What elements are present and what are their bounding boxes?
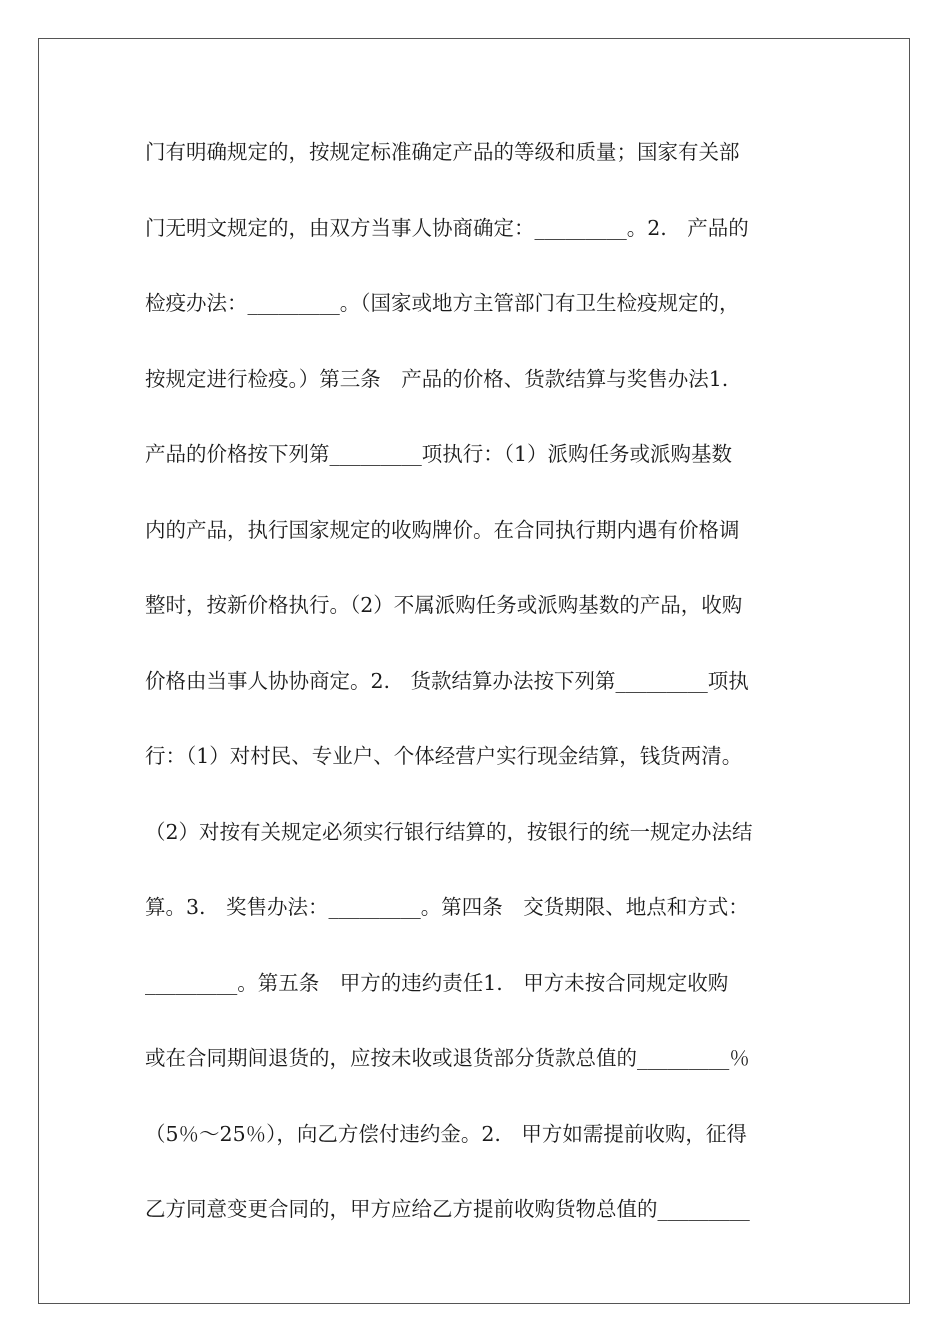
text-line: 算。3. 奖售办法：_________。第四条 交货期限、地点和方式： bbox=[145, 895, 749, 919]
text-line: 门有明确规定的，按规定标准确定产品的等级和质量；国家有关部 bbox=[145, 140, 740, 164]
text-line: 整时，按新价格执行。（2）不属派购任务或派购基数的产品，收购 bbox=[145, 593, 743, 617]
contract-body-text bbox=[145, 130, 805, 1263]
text-line: 产品的价格按下列第_________项执行：（1）派购任务或派购基数 bbox=[145, 442, 733, 466]
text-line: 乙方同意变更合同的，甲方应给乙方提前收购货物总值的_________ bbox=[145, 1197, 750, 1221]
text-line: 按规定进行检疫。）第三条 产品的价格、货款结算与奖售办法1. bbox=[145, 366, 729, 391]
text-line: （5％～25％），向乙方偿付违约金。2. 甲方如需提前收购，征得 bbox=[145, 1121, 747, 1146]
text-line: _________。第五条 甲方的违约责任1. 甲方未按合同规定收购 bbox=[145, 970, 729, 995]
text-line: 或在合同期间退货的，应按未收或退货部分货款总值的_________％ bbox=[145, 1046, 750, 1070]
text-line: 内的产品，执行国家规定的收购牌价。在合同执行期内遇有价格调 bbox=[145, 517, 740, 542]
text-line: 价格由当事人协协商定。2. 货款结算办法按下列第_________项执 bbox=[145, 668, 749, 693]
text-line: 检疫办法：_________。（国家或地方主管部门有卫生检疫规定的， bbox=[145, 291, 740, 315]
text-line: （2）对按有关规定必须实行银行结算的，按银行的统一规定办法结 bbox=[145, 819, 753, 844]
text-line: 门无明文规定的，由双方当事人协商确定：_________。2. 产品的 bbox=[145, 215, 749, 240]
text-line: 行：（1）对村民、专业户、个体经营户实行现金结算，钱货两清。 bbox=[145, 744, 743, 768]
